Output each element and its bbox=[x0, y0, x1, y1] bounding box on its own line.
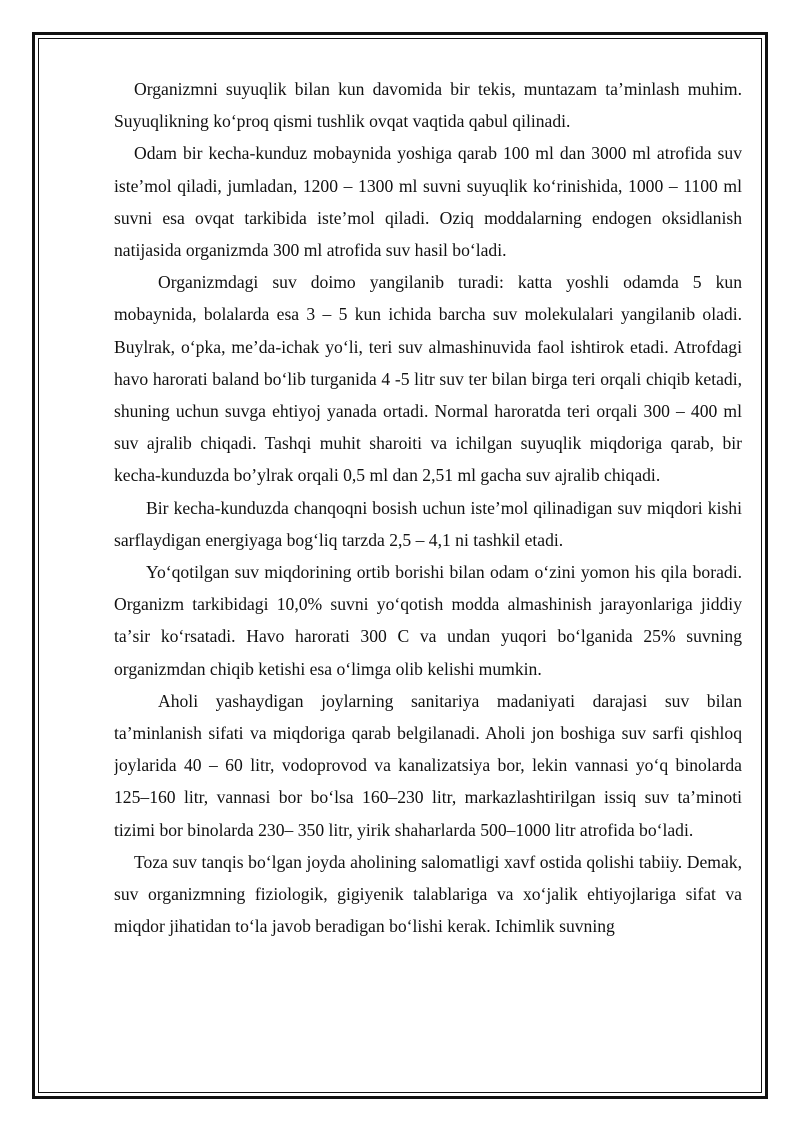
paragraph-daily-consumption: Odam bir kecha-kunduz mobaynida yoshiga qarab 100 ml dan 3000 ml atrofida suv isteʼmol qiladi, jumladan, 1200 – 1300 ml suvni suyuqlik koʻrinishida, 1000 – 1100 ml suvni esa ovqat tarkibida isteʼmol qiladi. Oziq moddalarning endogen oksidlanish natijasida organizmda 300 ml atrofida suv hasil boʻladi. bbox=[114, 143, 742, 261]
paragraph-thirst: Bir kecha-kunduzda chanqoqni bosish uchun isteʼmol qilinadigan suv miqdori kishi sarflaydigan energiyaga bogʻliq tarzda 2,5 – 4,1 ni tashkil etadi. bbox=[114, 497, 742, 550]
paragraph-water-renewal: Organizmdagi suv doimo yangilanib turadi: katta yoshli odamda 5 kun mobaynida, bolalarda esa 3 – 5 kun ichida barcha suv molekulalari yangilanib oladi. Buylrak, oʻpka, meʼda-ichak yoʻli, teri suv almashinuvida faol ishtirok etadi. Atrofdagi havo harorati baland boʻlib turganida 4 -5 litr suv ter bilan birga teri orqali chiqib ketadi, shuning uchun suvga ehtiyoj yanada ortadi. Normal haroratda teri orqali 300 – 400 ml suv ajralib chiqadi. Tashqi muhit sharoiti va ichilgan suyuqlik miqdoriga qarab, bir kecha-kunduzda boʼylrak orqali 0,5 ml dan 2,51 ml gacha suv ajralib chiqadi. bbox=[114, 272, 742, 486]
paragraph-sanitation: Aholi yashaydigan joylarning sanitariya madaniyati darajasi suv bilan taʼminlanish sifati va miqdoriga qarab belgilanadi. Aholi jon boshiga suv sarfi qishloq joylarida 40 – 60 litr, vodoprovod va kanalizatsiya bor, lekin vannasi yoʻq binolarda 125–160 litr, vannasi bor boʻlsa 160–230 litr, markazlashtirilgan issiq suv taʼminoti tizimi bor binolarda 230– 350 litr, yirik shaharlarda 500–1000 litr atrofida boʻladi. bbox=[114, 690, 742, 840]
paragraph-water-loss: Yoʻqotilgan suv miqdorining ortib borishi bilan odam oʻzini yomon his qila boradi. Organizm tarkibidagi 10,0% suvni yoʻqotish modda almashinish jarayonlariga jiddiy taʼsir koʻrsatadi. Havo harorati 300 C va undan yuqori boʻlganida 25% suvning organizmdan chiqib ketishi esa oʻlimga olib kelishi mumkin. bbox=[114, 562, 742, 679]
paragraph-clean-water: Toza suv tanqis boʻlgan joyda aholining salomatligi xavf ostida qolishi tabiiy. Demak, suv organizmning fiziologik, gigiyenik talablariga va xoʻjalik ehtiyojlariga sifat va miqdor jihatidan toʻla javob beradigan boʻlishi kerak. Ichimlik suvning bbox=[114, 851, 742, 937]
paragraph-water-intake: Organizmni suyuqlik bilan kun davomida bir tekis, muntazam taʼminlash muhim. Suyuqlikning koʻproq qismi tushlik ovqat vaqtida qabul qilinadi. bbox=[114, 79, 742, 132]
document-body bbox=[114, 73, 742, 1083]
